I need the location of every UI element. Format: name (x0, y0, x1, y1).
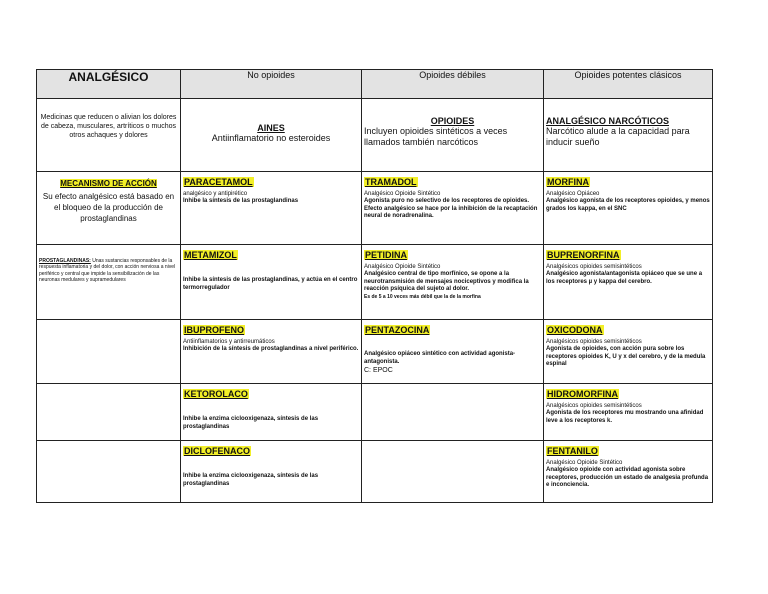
opioides-cell (362, 99, 544, 172)
mechanism-title: MECANISMO DE ACCIÓN (60, 179, 157, 188)
debil-cell (362, 384, 544, 441)
debil-cell (362, 172, 544, 245)
potente-name: MORFINA (547, 177, 589, 187)
potente-cell (544, 384, 713, 441)
debil-note: C: EPOC (364, 367, 393, 375)
debil-description: Analgésico central de tipo morfínico, se opone a la neurotransmisión de mensajes nociceptivos y modifica la reacción psíquica del sujeto al dolor. (364, 271, 529, 293)
no-opioide-cell (181, 245, 362, 320)
no-opioide-cell (181, 172, 362, 245)
opioides-title: OPIOIDES (430, 116, 475, 126)
debil-note: Es de 5 a 10 veces más débil que la de la morfina (364, 293, 481, 300)
no-opioide-description: Inhibe la enzima ciclooxigenaza, síntesis de las prostaglandinas (183, 473, 319, 487)
debil-category: Analgésico Opioide Sintético (364, 191, 441, 197)
potente-name: BUPRENORFINA (547, 250, 620, 260)
debil-name: PENTAZOCINA (365, 325, 430, 335)
mechanism-cell (37, 320, 181, 384)
no-opioide-name: IBUPROFENO (184, 325, 245, 335)
potente-cell (544, 441, 713, 503)
aines-title: AINES (257, 123, 285, 133)
debil-description: Agonista puro no selectivo de los receptores de opioides. Efecto analgésico se hace por la inhibición de la recaptación neural de noradrenalina. (364, 198, 538, 220)
narcoticos-cell (544, 99, 713, 172)
potente-category: Analgésicos opioides semisintéticos (546, 339, 642, 345)
potente-cell (544, 245, 713, 320)
potente-category: Analgésico Opioide Sintético (546, 460, 623, 466)
debil-name: TRAMADOL (365, 177, 417, 187)
potente-description: Analgésico agonista/antagonista opiáceo que se une a los receptores µ y kappa del cerebro. (546, 271, 703, 285)
drug-row (37, 172, 713, 245)
prostaglandinas-label: PROSTAGLANDINAS: (39, 258, 91, 264)
mechanism-text: Su efecto analgésico está basado en el bloqueo de la producción de prostaglandinas (42, 192, 175, 223)
no-opioide-description: Inhibe la enzima ciclooxigenaza, síntesis de las prostaglandinas (183, 416, 319, 430)
potente-description: Analgésico opioide con actividad agonista sobre receptores, producción un estado de analgesia profunda e inconciencia. (546, 467, 709, 489)
no-opioide-name: PARACETAMOL (184, 177, 253, 187)
debil-name: PETIDINA (365, 250, 408, 260)
debil-cell (362, 441, 544, 503)
no-opioide-description: Inhibe la síntesis de las prostaglandinas (183, 198, 299, 204)
drug-row (37, 441, 713, 503)
potente-name: FENTANILO (547, 446, 598, 456)
potente-description: Agonista de opioides, con acción pura sobre los receptores opioides K, U y x del cerebro, y de la medula espinal (546, 346, 706, 368)
drug-row (37, 320, 713, 384)
aines-cell (181, 99, 362, 172)
definition-cell (37, 99, 181, 172)
potente-category: Analgésicos opioides semisintéticos (546, 264, 642, 270)
mechanism-cell (37, 172, 181, 245)
potente-category: Analgésicos opioides semisintéticos (546, 403, 642, 409)
no-opioide-category: analgésico y antipirético (183, 191, 248, 197)
narcoticos-title: ANALGÉSICO NARCÓTICOS (546, 116, 670, 126)
no-opioide-cell (181, 320, 362, 384)
no-opioide-category: Antiinflamatorios y antirreumáticos (183, 339, 275, 345)
opioides-subtitle: Incluyen opioides sintéticos a veces llamados también narcóticos (364, 126, 508, 147)
mechanism-cell (37, 384, 181, 441)
mechanism-cell (37, 245, 181, 320)
debil-category: Analgésico Opioide Sintético (364, 264, 441, 270)
drug-row (37, 245, 713, 320)
aines-subtitle: Antiinflamatorio no esteroides (211, 133, 331, 143)
header-opioides-potentes: Opioides potentes clásicos (544, 70, 713, 99)
analgesic-table (36, 69, 713, 503)
potente-cell (544, 172, 713, 245)
debil-description: Analgésico opiáceo sintético con actividad agonista-antagonista. (364, 351, 516, 365)
header-analgesico: ANALGÉSICO (37, 70, 181, 99)
mechanism-block (39, 172, 178, 224)
potente-name: HIDROMORFINA (547, 389, 618, 399)
drug-row (37, 384, 713, 441)
no-opioide-cell (181, 441, 362, 503)
debil-cell (362, 320, 544, 384)
mechanism-cell (37, 441, 181, 503)
header-no-opioides: No opioides (181, 70, 362, 99)
debil-cell (362, 245, 544, 320)
definition-text: Medicinas que reducen o alivian los dolores de cabeza, musculares, artríticos o muchos otros achaques y dolores (40, 114, 177, 139)
narcoticos-subtitle: Narcótico alude a la capacidad para inducir sueño (546, 126, 690, 147)
no-opioide-cell (181, 384, 362, 441)
potente-description: Agonista de los receptores mu mostrando una afinidad leve a los receptores k. (546, 410, 704, 424)
drug-rows (37, 172, 713, 503)
potente-category: Analgésico Opiáceo (546, 191, 600, 197)
potente-description: Analgésico agonista de los receptores opioides, y menos grados los kappa, en el SNC (546, 198, 710, 212)
potente-cell (544, 320, 713, 384)
no-opioide-description: Inhibición de la síntesis de prostaglandinas a nivel periférico. (183, 346, 359, 352)
prostaglandinas-note: PROSTAGLANDINAS: Unas sustancias responsables de la respuesta inflamatoria y del dolor, con acción nerviosa a nivel periférico y central que impide la sensibilización de las neuronas medulares y supramedulares (39, 258, 176, 283)
no-opioide-description: Inhibe la síntesis de las prostaglandinas, y actúa en el centro termorregulador (183, 277, 358, 291)
potente-name: OXICODONA (547, 325, 603, 335)
no-opioide-name: DICLOFENACO (184, 446, 250, 456)
header-opioides-debiles: Opioides débiles (362, 70, 544, 99)
intro-row (37, 99, 713, 172)
no-opioide-name: KETOROLACO (184, 389, 248, 399)
no-opioide-name: METAMIZOL (184, 250, 237, 260)
header-row (37, 70, 713, 99)
